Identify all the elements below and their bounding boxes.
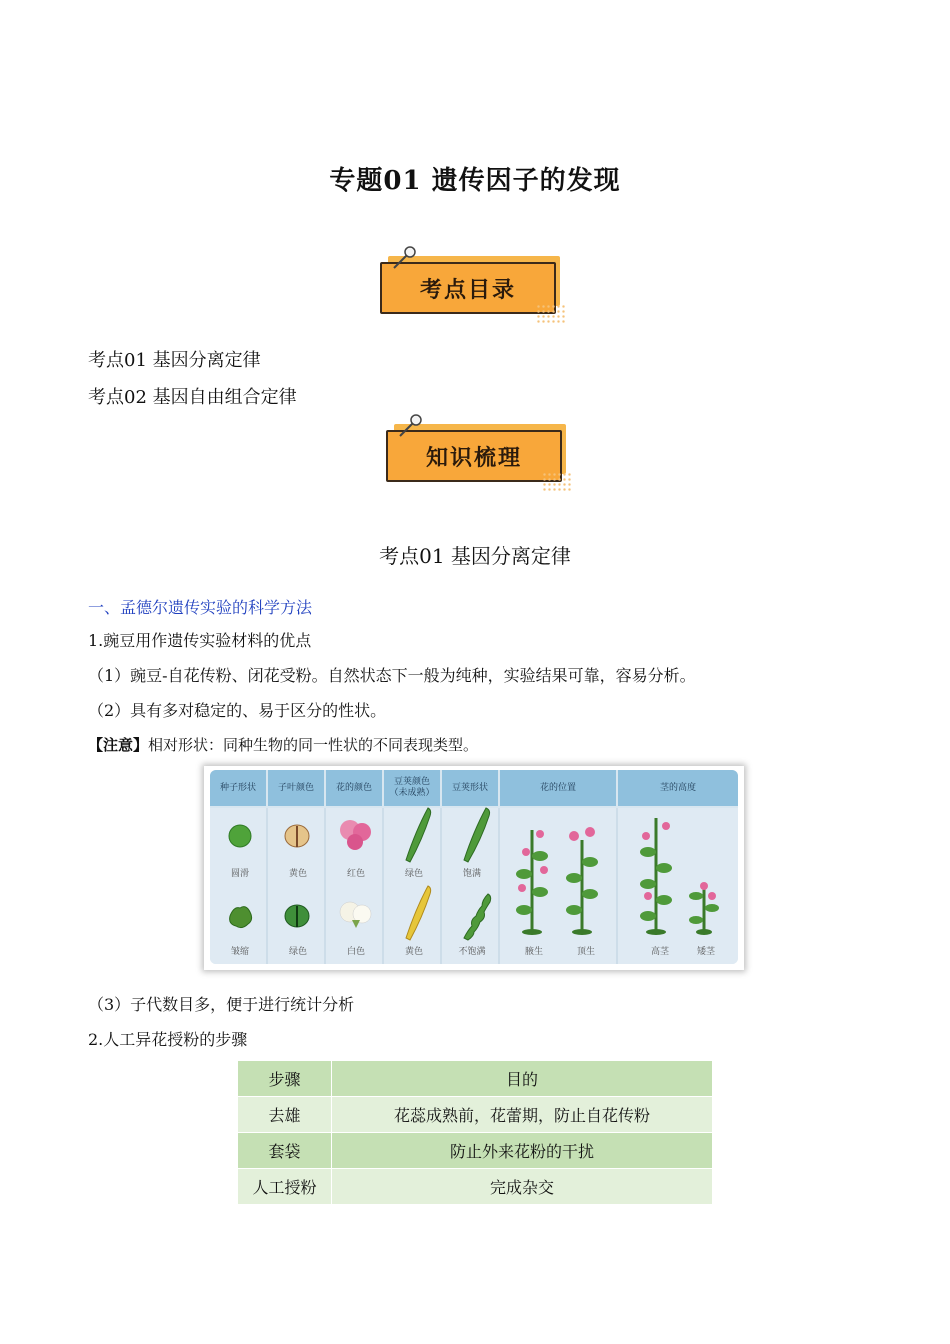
paragraph: （2）具有多对稳定的、易于区分的性状。 <box>88 701 387 720</box>
header-cell: 花的颜色 <box>326 770 384 806</box>
table-header-cell: 步骤 <box>238 1061 332 1097</box>
table-header-row <box>238 1061 713 1097</box>
pollination-steps-table <box>237 1060 713 1205</box>
pea-traits-figure <box>204 766 744 970</box>
trait-label: 腋生 <box>524 947 543 957</box>
axial-flower-plant-icon <box>516 830 548 935</box>
table-header-cell: 目的 <box>332 1061 713 1097</box>
table-cell: 套袋 <box>238 1133 332 1169</box>
header-cell: 花的位置 <box>500 770 618 806</box>
round-seed-icon <box>229 825 251 847</box>
trait-label: 红色 <box>346 869 365 879</box>
constricted-pod-icon <box>464 894 491 940</box>
pin-icon <box>390 244 418 272</box>
knowledge-badge-label: 知识梳理 <box>386 430 562 482</box>
paragraph: 1.豌豆用作遗传实验材料的优点 <box>88 631 312 650</box>
header-cell: 豆荚形状 <box>442 770 500 806</box>
trait-label: 高茎 <box>650 947 669 957</box>
table-cell: 人工授粉 <box>238 1169 332 1205</box>
table-row <box>238 1097 713 1133</box>
header-cell: 子叶颜色 <box>268 770 326 806</box>
trait-label: 不饱满 <box>458 947 486 957</box>
table-row <box>238 1169 713 1205</box>
paragraph: 2.人工异花授粉的步骤 <box>88 1030 248 1049</box>
trait-label: 绿色 <box>288 947 307 957</box>
terminal-flower-plant-icon <box>566 827 598 935</box>
trait-label: 白色 <box>346 947 365 957</box>
trait-label: 顶生 <box>576 947 595 957</box>
trait-label: 圆滑 <box>230 869 249 879</box>
trait-label: 矮茎 <box>696 947 715 957</box>
yellow-pod-icon <box>406 886 431 940</box>
header-cell: 茎的高度 <box>618 770 738 806</box>
full-pod-icon <box>464 808 490 862</box>
trait-label: 绿色 <box>404 869 423 879</box>
white-flower-icon <box>340 902 371 928</box>
dwarf-stem-plant-icon <box>689 882 719 935</box>
trait-label: 黄色 <box>404 947 423 957</box>
paragraph: （3）子代数目多，便于进行统计分析 <box>88 995 355 1014</box>
green-pod-icon <box>406 808 431 862</box>
page-title: 专题01 遗传因子的发现 <box>329 166 621 196</box>
note-text: 相对形状：同种生物的同一性状的不同表现类型。 <box>148 736 479 754</box>
table-cell: 去雄 <box>238 1097 332 1133</box>
toc-item-1[interactable]: 考点01 基因分离定律 <box>88 350 261 371</box>
pin-icon <box>396 412 424 440</box>
header-cell: 种子形状 <box>210 770 268 806</box>
knowledge-badge <box>386 418 576 498</box>
paragraph: （1）豌豆-自花传粉、闭花受粉。自然状态下一般为纯种，实验结果可靠，容易分析。 <box>88 666 696 685</box>
wrinkled-seed-icon <box>230 907 252 928</box>
note <box>88 734 478 755</box>
trait-label: 饱满 <box>462 869 481 879</box>
table-cell: 防止外来花粉的干扰 <box>332 1133 713 1169</box>
red-flower-icon <box>340 820 371 850</box>
tall-stem-plant-icon <box>640 818 672 935</box>
trait-label: 黄色 <box>288 869 307 879</box>
table-cell: 花蕊成熟前，花蕾期，防止自花传粉 <box>332 1097 713 1133</box>
header-cell: 豆荚颜色 （未成熟） <box>384 770 442 806</box>
trait-label: 皱缩 <box>230 947 249 957</box>
table-row <box>238 1133 713 1169</box>
toc-badge-label: 考点目录 <box>380 262 556 314</box>
note-label: 【注意】 <box>88 736 149 754</box>
table-cell: 完成杂交 <box>332 1169 713 1205</box>
subheading: 一、孟德尔遗传实验的科学方法 <box>88 598 313 617</box>
toc-badge <box>380 250 570 330</box>
section-title: 考点01 基因分离定律 <box>379 544 571 568</box>
toc-item-2[interactable]: 考点02 基因自由组合定律 <box>88 387 297 408</box>
